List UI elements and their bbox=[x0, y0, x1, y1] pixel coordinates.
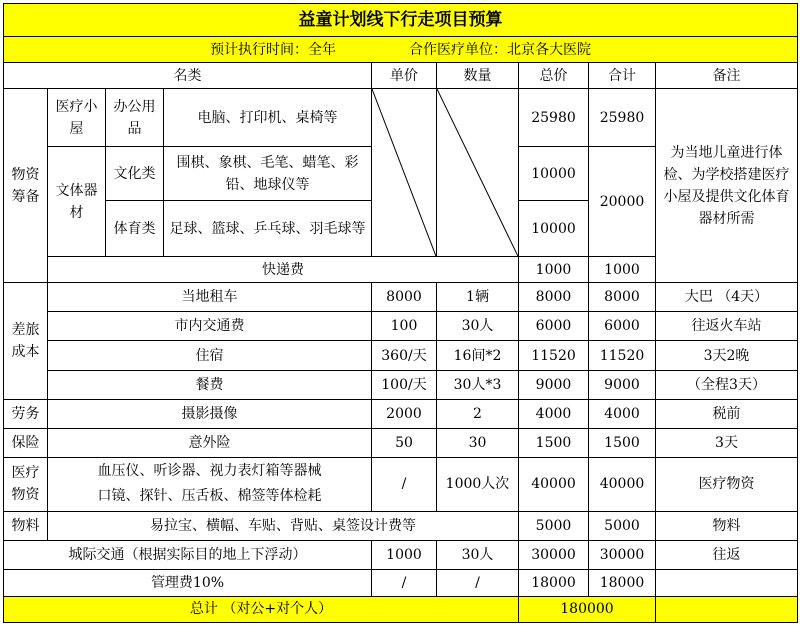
item-office: 办公用品 bbox=[106, 89, 164, 147]
travel-total: 9000 bbox=[519, 370, 589, 399]
category-medical: 医疗物资 bbox=[4, 457, 48, 511]
travel-subtotal: 9000 bbox=[589, 370, 656, 399]
express-total: 1000 bbox=[519, 257, 589, 283]
category-labor: 劳务 bbox=[4, 399, 48, 428]
subcategory-clinic: 医疗小屋 bbox=[48, 89, 106, 147]
table-row bbox=[4, 569, 798, 596]
subcategory-equipment: 文体器材 bbox=[48, 147, 106, 257]
labor-name: 摄影摄像 bbox=[48, 399, 372, 428]
header-quantity: 数量 bbox=[437, 63, 519, 89]
table-row bbox=[4, 457, 798, 511]
table-row bbox=[4, 540, 798, 569]
travel-subtotal: 6000 bbox=[589, 312, 656, 341]
item-culture: 文化类 bbox=[106, 147, 164, 201]
travel-subtotal: 8000 bbox=[589, 283, 656, 312]
travel-total: 11520 bbox=[519, 341, 589, 370]
travel-name: 餐费 bbox=[48, 370, 372, 399]
category-insurance: 保险 bbox=[4, 428, 48, 457]
management-subtotal: 18000 bbox=[589, 569, 656, 596]
header-total-price: 总价 bbox=[519, 63, 589, 89]
travel-remark: 大巴 （4天） bbox=[656, 283, 798, 312]
insurance-remark: 3天 bbox=[656, 428, 798, 457]
labor-subtotal: 4000 bbox=[589, 399, 656, 428]
culture-items: 围棋、象棋、毛笔、蜡笔、彩铅、地球仪等 bbox=[164, 147, 372, 201]
diagonal-slash-icon bbox=[437, 89, 518, 256]
table-row bbox=[4, 312, 798, 341]
category-travel: 差旅成本 bbox=[4, 283, 48, 399]
travel-qty: 1辆 bbox=[437, 283, 519, 312]
medical-qty: 1000人次 bbox=[437, 457, 519, 511]
travel-name: 住宿 bbox=[48, 341, 372, 370]
insurance-subtotal: 1500 bbox=[589, 428, 656, 457]
supplies-subtotal: 5000 bbox=[589, 511, 656, 540]
header-subtotal: 合计 bbox=[589, 63, 656, 89]
office-subtotal: 25980 bbox=[589, 89, 656, 147]
medical-items bbox=[48, 457, 372, 511]
supplies-name: 易拉宝、横幅、车贴、背贴、桌签设计费等 bbox=[48, 511, 519, 540]
grand-total-label: 总计 （对公+对个人） bbox=[4, 596, 519, 622]
grand-total-remark bbox=[656, 596, 798, 622]
header-row bbox=[4, 63, 798, 89]
category-materials: 物资筹备 bbox=[4, 89, 48, 283]
execution-time: 预计执行时间：全年 bbox=[210, 41, 337, 58]
travel-remark: （全程3天） bbox=[656, 370, 798, 399]
diagonal-slash-icon bbox=[372, 89, 436, 256]
travel-total: 8000 bbox=[519, 283, 589, 312]
travel-subtotal: 11520 bbox=[589, 341, 656, 370]
travel-name: 市内交通费 bbox=[48, 312, 372, 341]
table-row bbox=[4, 370, 798, 399]
intercity-total: 30000 bbox=[519, 540, 589, 569]
medical-items-line2: 口镜、探针、压舌板、棉签等体检耗 bbox=[97, 488, 322, 505]
sports-items: 足球、篮球、乒乓球、羽毛球等 bbox=[164, 201, 372, 257]
item-sports: 体育类 bbox=[106, 201, 164, 257]
subtitle-row bbox=[4, 37, 798, 63]
medical-items-line1: 血压仪、听诊器、视力表灯箱等器械 bbox=[97, 463, 322, 480]
management-name: 管理费10% bbox=[4, 569, 372, 596]
travel-name: 当地租车 bbox=[48, 283, 372, 312]
supplies-total: 5000 bbox=[519, 511, 589, 540]
grand-total-value: 180000 bbox=[519, 596, 656, 622]
header-remark: 备注 bbox=[656, 63, 798, 89]
express-label: 快递费 bbox=[48, 257, 519, 283]
insurance-total: 1500 bbox=[519, 428, 589, 457]
travel-price: 360/天 bbox=[372, 341, 437, 370]
management-total: 18000 bbox=[519, 569, 589, 596]
management-price: / bbox=[372, 569, 437, 596]
insurance-qty: 30 bbox=[437, 428, 519, 457]
labor-qty: 2 bbox=[437, 399, 519, 428]
travel-total: 6000 bbox=[519, 312, 589, 341]
equipment-subtotal: 20000 bbox=[589, 147, 656, 257]
travel-price: 100/天 bbox=[372, 370, 437, 399]
header-unit-price: 单价 bbox=[372, 63, 437, 89]
header-name: 名类 bbox=[4, 63, 372, 89]
management-remark bbox=[656, 569, 798, 596]
medical-price: / bbox=[372, 457, 437, 511]
intercity-subtotal: 30000 bbox=[589, 540, 656, 569]
intercity-remark: 往返 bbox=[656, 540, 798, 569]
table-row bbox=[4, 283, 798, 312]
insurance-name: 意外险 bbox=[48, 428, 372, 457]
supplies-remark: 物料 bbox=[656, 511, 798, 540]
unit-price-diagonal bbox=[372, 89, 437, 257]
table-row bbox=[4, 399, 798, 428]
travel-qty: 30人*3 bbox=[437, 370, 519, 399]
labor-remark: 税前 bbox=[656, 399, 798, 428]
intercity-name: 城际交通（根据实际目的地上下浮动） bbox=[4, 540, 372, 569]
office-items: 电脑、打印机、桌椅等 bbox=[164, 89, 372, 147]
table-row bbox=[4, 511, 798, 540]
labor-total: 4000 bbox=[519, 399, 589, 428]
table-row bbox=[4, 428, 798, 457]
culture-total: 10000 bbox=[519, 147, 589, 201]
sports-total: 10000 bbox=[519, 201, 589, 257]
medical-subtotal: 40000 bbox=[589, 457, 656, 511]
intercity-qty: 30人 bbox=[437, 540, 519, 569]
materials-remark: 为当地儿童进行体检、为学校搭建医疗小屋及提供文化体育器材所需 bbox=[656, 89, 798, 283]
medical-remark: 医疗物资 bbox=[656, 457, 798, 511]
travel-remark: 3天2晚 bbox=[656, 341, 798, 370]
table-row bbox=[4, 89, 798, 147]
labor-price: 2000 bbox=[372, 399, 437, 428]
quantity-diagonal bbox=[437, 89, 519, 257]
category-supplies: 物料 bbox=[4, 511, 48, 540]
medical-total: 40000 bbox=[519, 457, 589, 511]
travel-remark: 往返火车站 bbox=[656, 312, 798, 341]
travel-qty: 30人 bbox=[437, 312, 519, 341]
table-row bbox=[4, 341, 798, 370]
insurance-price: 50 bbox=[372, 428, 437, 457]
travel-price: 8000 bbox=[372, 283, 437, 312]
grand-total-row bbox=[4, 596, 798, 622]
partner-hospital: 合作医疗单位：北京各大医院 bbox=[408, 41, 591, 58]
travel-qty: 16间*2 bbox=[437, 341, 519, 370]
office-total: 25980 bbox=[519, 89, 589, 147]
travel-price: 100 bbox=[372, 312, 437, 341]
page-title: 益童计划线下行走项目预算 bbox=[4, 4, 798, 37]
management-qty: / bbox=[437, 569, 519, 596]
intercity-price: 1000 bbox=[372, 540, 437, 569]
budget-table bbox=[3, 3, 798, 623]
express-subtotal: 1000 bbox=[589, 257, 656, 283]
